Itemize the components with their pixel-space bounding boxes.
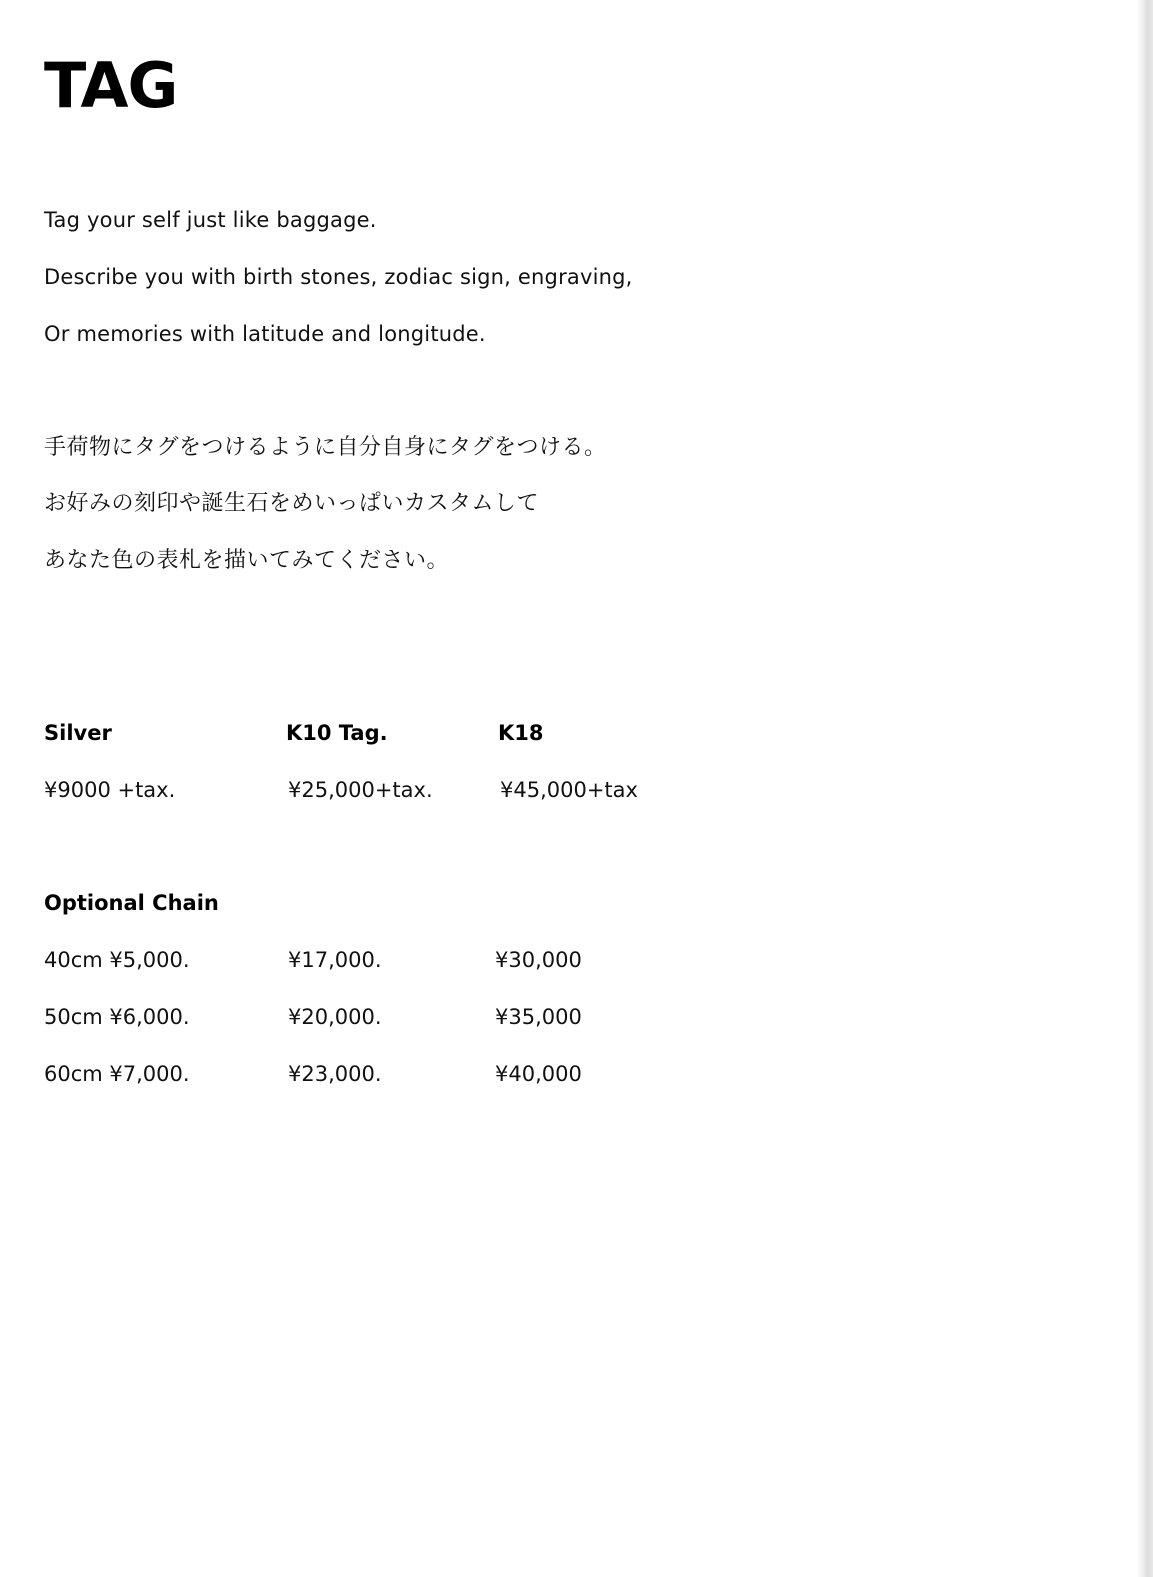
price-value-silver: ¥9000 +tax.: [44, 778, 176, 802]
page-edge-shadow: [1136, 0, 1153, 1577]
chain-row-40-silver: 40cm ¥5,000.: [44, 948, 190, 972]
price-value-k18: ¥45,000+tax: [500, 778, 638, 802]
price-header-k10: K10 Tag.: [286, 721, 388, 745]
description-ja-line-1: 手荷物にタグをつけるように自分自身にタグをつける。: [44, 435, 607, 460]
description-en-line-2: Describe you with birth stones, zodiac sign, engraving,: [44, 265, 633, 289]
chain-row-60-k10: ¥23,000.: [288, 1062, 382, 1086]
price-header-silver: Silver: [44, 721, 112, 745]
description-en-line-1: Tag your self just like baggage.: [44, 208, 377, 232]
description-ja-line-2: お好みの刻印や誕生石をめいっぱいカスタムして: [44, 491, 540, 516]
page-title: TAG: [44, 49, 178, 122]
chain-heading: Optional Chain: [44, 891, 219, 915]
chain-row-50-silver: 50cm ¥6,000.: [44, 1005, 190, 1029]
chain-row-60-k18: ¥40,000: [495, 1062, 582, 1086]
chain-row-60-silver: 60cm ¥7,000.: [44, 1062, 190, 1086]
chain-row-50-k10: ¥20,000.: [288, 1005, 382, 1029]
chain-row-40-k10: ¥17,000.: [288, 948, 382, 972]
description-en-line-3: Or memories with latitude and longitude.: [44, 322, 486, 346]
chain-row-40-k18: ¥30,000: [495, 948, 582, 972]
description-ja-line-3: あなた色の表札を描いてみてください。: [44, 548, 450, 573]
price-header-k18: K18: [498, 721, 544, 745]
chain-row-50-k18: ¥35,000: [495, 1005, 582, 1029]
price-value-k10: ¥25,000+tax.: [288, 778, 433, 802]
